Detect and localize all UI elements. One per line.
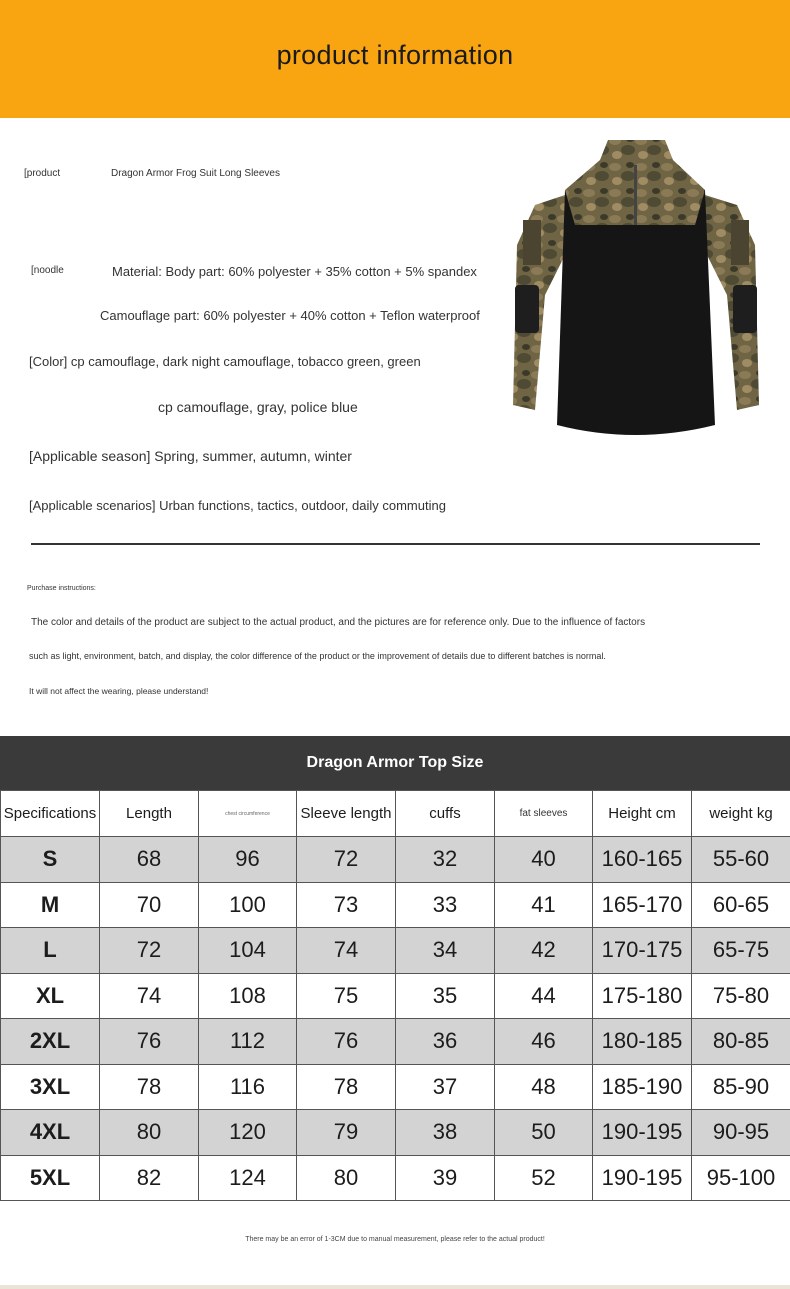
- purchase-heading: Purchase instructions:: [27, 585, 96, 592]
- table-cell: 39: [396, 1155, 495, 1201]
- product-name: Dragon Armor Frog Suit Long Sleeves: [111, 168, 280, 179]
- table-cell: 79: [297, 1110, 396, 1156]
- table-row: [1, 1110, 790, 1156]
- bottom-rule: [0, 1285, 790, 1289]
- table-row: [1, 837, 790, 883]
- table-cell: 65-75: [692, 928, 790, 974]
- table-cell: 70: [100, 882, 199, 928]
- table-cell: 42: [495, 928, 593, 974]
- measurement-note: There may be an error of 1-3CM due to manual measurement, please refer to the actual product!: [245, 1236, 545, 1243]
- size-label: 3XL: [1, 1064, 100, 1110]
- table-cell: 72: [100, 928, 199, 974]
- table-cell: 85-90: [692, 1064, 790, 1110]
- table-cell: 41: [495, 882, 593, 928]
- size-label: XL: [1, 973, 100, 1019]
- table-cell: 190-195: [593, 1110, 692, 1156]
- table-row: [1, 1155, 790, 1201]
- table-cell: 80-85: [692, 1019, 790, 1065]
- table-row: [1, 1064, 790, 1110]
- table-cell: 165-170: [593, 882, 692, 928]
- table-cell: 116: [199, 1064, 297, 1110]
- color-line-2: cp camouflage, gray, police blue: [158, 399, 358, 415]
- size-label: 2XL: [1, 1019, 100, 1065]
- purchase-line-1: The color and details of the product are subject to the actual product, and the pictures are for reference only. Due to the influence of factors: [31, 617, 646, 628]
- size-table-title: Dragon Armor Top Size: [0, 736, 790, 790]
- table-cell: 78: [297, 1064, 396, 1110]
- header-cuffs: cuffs: [396, 791, 495, 837]
- size-table-header: [1, 791, 790, 837]
- size-label: L: [1, 928, 100, 974]
- table-cell: 60-65: [692, 882, 790, 928]
- size-table: [0, 790, 790, 1201]
- size-label: M: [1, 882, 100, 928]
- table-cell: 160-165: [593, 837, 692, 883]
- table-cell: 40: [495, 837, 593, 883]
- table-cell: 180-185: [593, 1019, 692, 1065]
- table-cell: 52: [495, 1155, 593, 1201]
- table-cell: 48: [495, 1064, 593, 1110]
- table-cell: 175-180: [593, 973, 692, 1019]
- table-cell: 190-195: [593, 1155, 692, 1201]
- purchase-line-3: It will not affect the wearing, please understand!: [29, 686, 209, 696]
- table-row: [1, 882, 790, 928]
- scenarios-line: [Applicable scenarios] Urban functions, tactics, outdoor, daily commuting: [29, 498, 446, 513]
- purchase-line-2: such as light, environment, batch, and display, the color difference of the product or the improvement of details due to different batches is normal.: [29, 651, 606, 661]
- season-line: [Applicable season] Spring, summer, autumn, winter: [29, 448, 352, 464]
- table-cell: 34: [396, 928, 495, 974]
- table-cell: 80: [100, 1110, 199, 1156]
- table-row: [1, 1019, 790, 1065]
- table-cell: 185-190: [593, 1064, 692, 1110]
- table-cell: 95-100: [692, 1155, 790, 1201]
- table-cell: 120: [199, 1110, 297, 1156]
- table-cell: 108: [199, 973, 297, 1019]
- material-line-1: Material: Body part: 60% polyester + 35% cotton + 5% spandex: [112, 264, 477, 279]
- table-cell: 74: [297, 928, 396, 974]
- table-cell: 37: [396, 1064, 495, 1110]
- size-label: 5XL: [1, 1155, 100, 1201]
- table-cell: 90-95: [692, 1110, 790, 1156]
- table-cell: 82: [100, 1155, 199, 1201]
- table-cell: 76: [297, 1019, 396, 1065]
- table-cell: 35: [396, 973, 495, 1019]
- table-cell: 73: [297, 882, 396, 928]
- product-label: [product: [24, 168, 61, 179]
- table-cell: 74: [100, 973, 199, 1019]
- material-line-2: Camouflage part: 60% polyester + 40% cotton + Teflon waterproof: [100, 308, 480, 323]
- header-fat-sleeves: fat sleeves: [495, 791, 593, 837]
- table-cell: 80: [297, 1155, 396, 1201]
- size-label: S: [1, 837, 100, 883]
- header-sleeve-length: Sleeve length: [297, 791, 396, 837]
- table-cell: 78: [100, 1064, 199, 1110]
- table-cell: 75-80: [692, 973, 790, 1019]
- table-cell: 32: [396, 837, 495, 883]
- table-cell: 100: [199, 882, 297, 928]
- header-chest: chest circumference: [199, 791, 297, 837]
- page-title: product information: [276, 40, 514, 70]
- table-cell: 55-60: [692, 837, 790, 883]
- table-cell: 124: [199, 1155, 297, 1201]
- size-label: 4XL: [1, 1110, 100, 1156]
- table-cell: 44: [495, 973, 593, 1019]
- table-cell: 33: [396, 882, 495, 928]
- color-line-1: [Color] cp camouflage, dark night camouflage, tobacco green, green: [29, 354, 421, 369]
- table-cell: 36: [396, 1019, 495, 1065]
- header-length: Length: [100, 791, 199, 837]
- table-cell: 104: [199, 928, 297, 974]
- header-height: Height cm: [593, 791, 692, 837]
- table-cell: 68: [100, 837, 199, 883]
- table-cell: 38: [396, 1110, 495, 1156]
- table-cell: 112: [199, 1019, 297, 1065]
- tactical-shirt-icon: [505, 135, 767, 440]
- table-cell: 96: [199, 837, 297, 883]
- table-row: [1, 928, 790, 974]
- header-specifications: Specifications: [1, 791, 100, 837]
- header-weight: weight kg: [692, 791, 790, 837]
- table-cell: 72: [297, 837, 396, 883]
- table-row: [1, 973, 790, 1019]
- table-cell: 46: [495, 1019, 593, 1065]
- section-divider: [31, 543, 760, 545]
- table-cell: 50: [495, 1110, 593, 1156]
- table-cell: 76: [100, 1019, 199, 1065]
- table-cell: 75: [297, 973, 396, 1019]
- noodle-label: [noodle: [31, 265, 64, 276]
- table-cell: 170-175: [593, 928, 692, 974]
